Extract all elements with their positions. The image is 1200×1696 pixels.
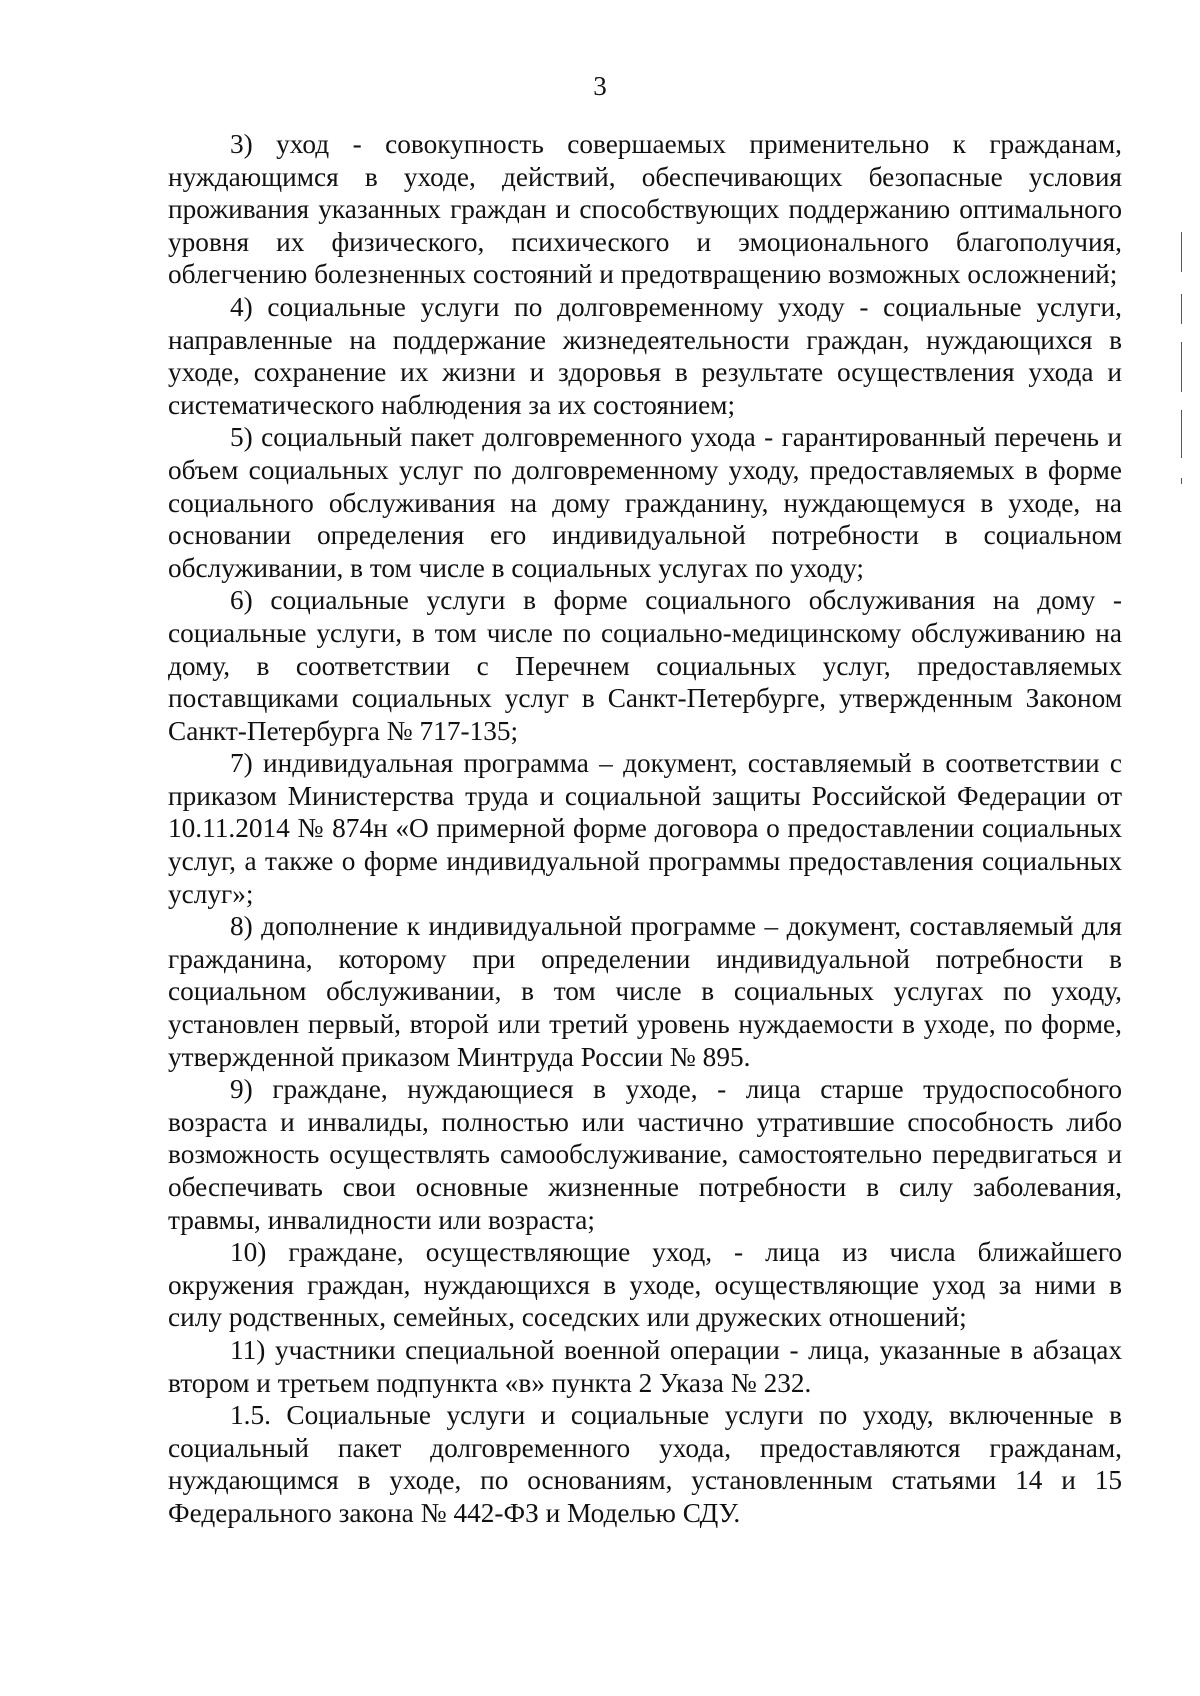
document-body bbox=[168, 128, 1122, 1530]
paragraph-item-7: 7) индивидуальная программа – документ, составляемый в соответствии с приказом Министерства труда и социальной защиты Российской Федерации от 10.11.2014 № 874н «О примерной форме договора о предоставлении социальных услуг, а также о форме индивидуальной программы предоставления социальных услуг»; bbox=[168, 748, 1122, 909]
paragraph-item-8: 8) дополнение к индивидуальной программе – документ, составляемый для гражданина, которому при определении индивидуальной потребности в социальном обслуживании, в том числе в социальных услугах по уходу, установлен первый, второй или третий уровень нуждаемости в уходе, по форме, утвержденной приказом Минтруда России № 895. bbox=[168, 911, 1122, 1072]
paragraph-item-5: 5) социальный пакет долговременного ухода - гарантированный перечень и объем социальных услуг по долговременному уходу, предоставляемых в форме социального обслуживания на дому гражданину, нуждающемуся в уходе, на основании определения его индивидуальной потребности в социальном обслуживании, в том числе в социальных услугах по уходу; bbox=[168, 422, 1122, 583]
paragraph-section-1-5: 1.5. Социальные услуги и социальные услуги по уходу, включенные в социальный пакет долговременного ухода, предоставляются гражданам, нуждающимся в уходе, по основаниям, установленным статьями 14 и 15 Федерального закона № 442-ФЗ и Моделью СДУ. bbox=[168, 1400, 1122, 1528]
paragraph-item-9: 9) граждане, нуждающиеся в уходе, - лица старше трудоспособного возраста и инвалиды, полностью или частично утратившие способность либо возможность осуществлять самообслуживание, самостоятельно передвигаться и обеспечивать свои основные жизненные потребности в силу заболевания, травмы, инвалидности или возраста; bbox=[168, 1074, 1122, 1235]
paragraph-item-10: 10) граждане, осуществляющие уход, - лица из числа ближайшего окружения граждан, нуждающихся в уходе, осуществляющие уход за ними в силу родственных, семейных, соседских или дружеских отношений; bbox=[168, 1237, 1122, 1333]
page-number: 3 bbox=[593, 71, 607, 101]
paragraph-item-4: 4) социальные услуги по долговременному уходу - социальные услуги, направленные на поддержание жизнедеятельности граждан, нуждающихся в уходе, сохранение их жизни и здоровья в результате осуществления ухода и систематического наблюдения за их состоянием; bbox=[168, 291, 1122, 420]
paragraph-item-6: 6) социальные услуги в форме социального обслуживания на дому - социальные услуги, в том числе по социально-медицинскому обслуживанию на дому, в соответствии с Перечнем социальных услуг, предоставляемых поставщиками социальных услуг в Санкт-Петербурге, утвержденным Законом Санкт-Петербурга № 717-135; bbox=[168, 585, 1122, 746]
paragraph-item-11: 11) участники специальной военной операции - лица, указанные в абзацах втором и третьем подпункта «в» пункта 2 Указа № 232. bbox=[168, 1334, 1122, 1398]
scan-margin-marks bbox=[1180, 232, 1184, 502]
paragraph-item-3: 3) уход - совокупность совершаемых применительно к гражданам, нуждающимся в уходе, действий, обеспечивающих безопасные условия проживания указанных граждан и способствующих поддержанию оптимального уровня их физического, психического и эмоционального благополучия, облегчению болезненных состояний и предотвращению возможных осложнений; bbox=[168, 129, 1122, 290]
